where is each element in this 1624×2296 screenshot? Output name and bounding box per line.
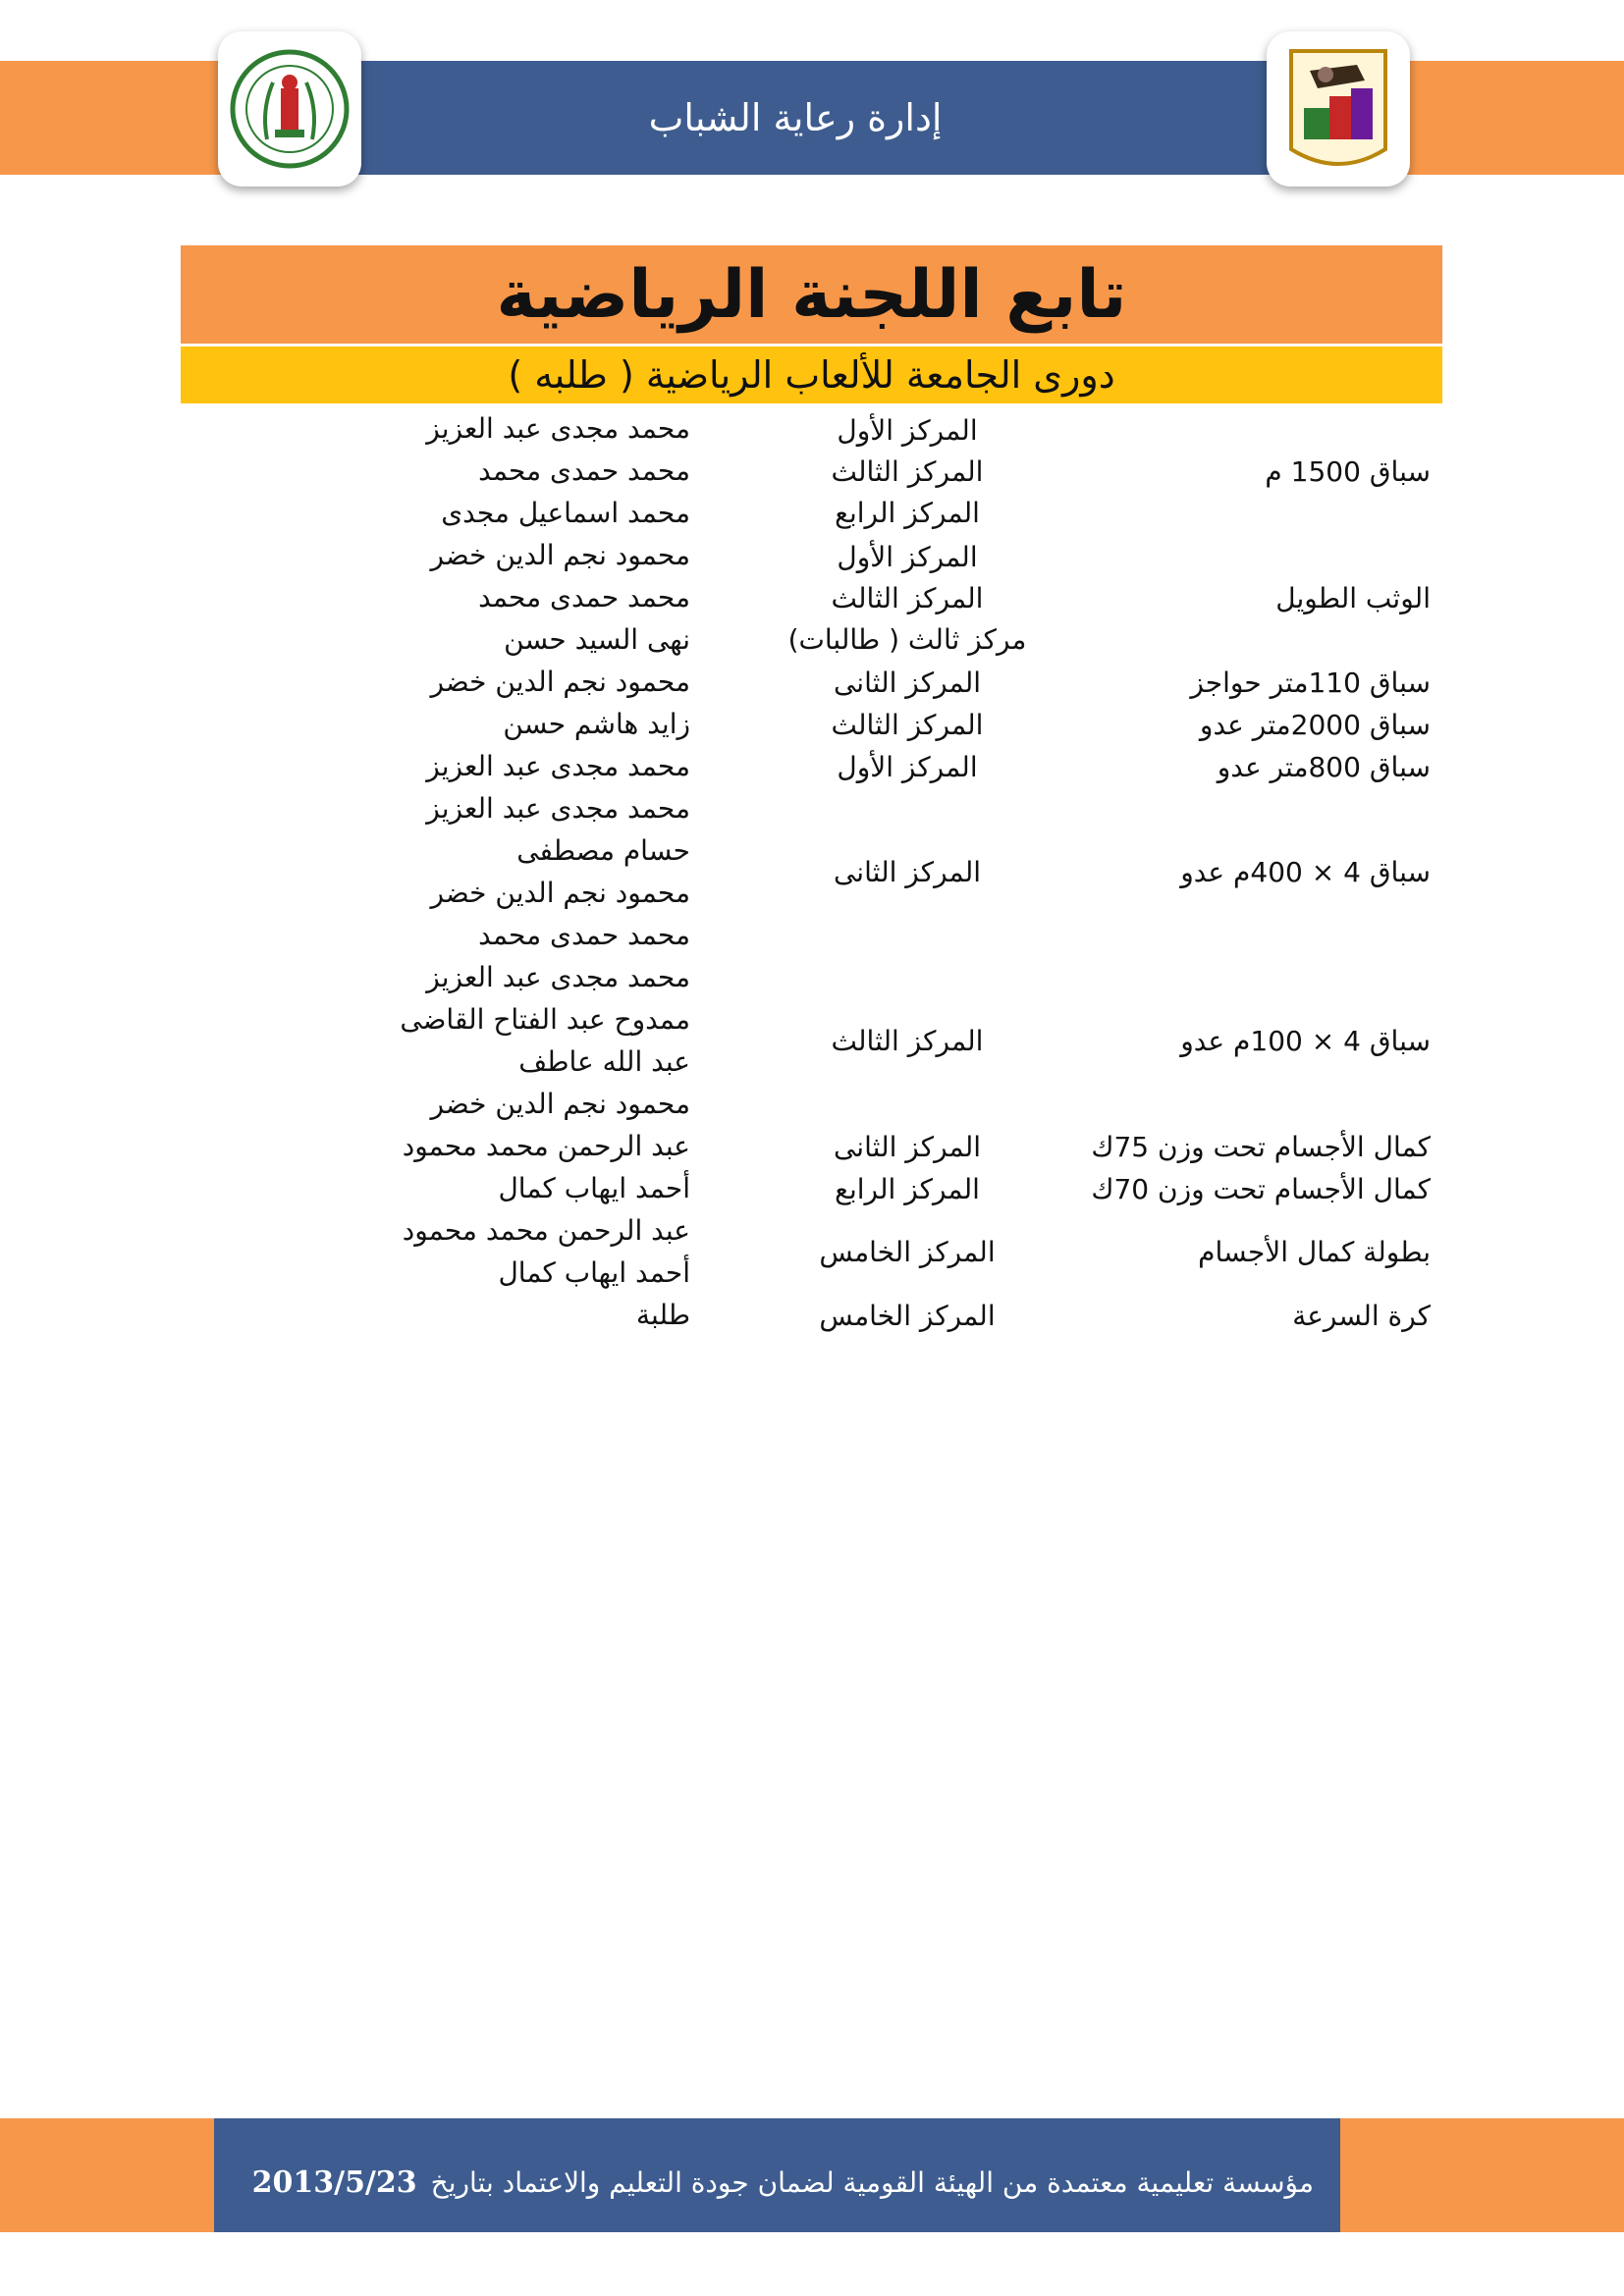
university-logo bbox=[1267, 31, 1410, 187]
place-label: المركز الرابع bbox=[835, 1172, 980, 1205]
names-cell bbox=[352, 535, 765, 662]
event-label: الوثب الطويل bbox=[1275, 581, 1431, 614]
event-label: سباق 1500 م bbox=[1265, 454, 1431, 488]
event-label: كمال الأجسام تحت وزن 70ك bbox=[1091, 1172, 1431, 1205]
athlete-name: محمود نجم الدين خضر bbox=[430, 877, 690, 909]
place-label: المركز الثالث bbox=[831, 454, 984, 488]
event-label: كمال الأجسام تحت وزن 75ك bbox=[1091, 1130, 1431, 1163]
footer-text: مؤسسة تعليمية معتمدة من الهيئة القومية لضمان جودة التعليم والاعتماد بتاريخ bbox=[430, 2165, 1314, 2199]
athlete-name: محمد مجدى عبد العزيز bbox=[426, 961, 690, 993]
place-cell bbox=[765, 537, 1050, 661]
page-title: تابع اللجنة الرياضية bbox=[181, 245, 1442, 344]
event-name bbox=[1050, 578, 1442, 619]
athlete-name: محمود نجم الدين خضر bbox=[430, 666, 690, 698]
event-name bbox=[1050, 852, 1442, 893]
event-name bbox=[1050, 1296, 1442, 1337]
footer-date: 2013/5/23 bbox=[251, 2164, 417, 2200]
place-label: المركز الثانى bbox=[833, 1130, 982, 1163]
place-label: مركز ثالث ( طالبات) bbox=[787, 622, 1027, 656]
result-row bbox=[181, 1126, 1442, 1168]
event-label: سباق 800متر عدو bbox=[1217, 750, 1431, 783]
faculty-of-agriculture-seal-icon bbox=[218, 31, 361, 187]
athlete-name: طلبة bbox=[635, 1299, 690, 1331]
place-label: المركز الثانى bbox=[833, 856, 982, 888]
place-cell bbox=[765, 1127, 1050, 1168]
result-row bbox=[181, 746, 1442, 788]
event-label: بطولة كمال الأجسام bbox=[1198, 1236, 1431, 1268]
athlete-name: محمد حمدى محمد bbox=[478, 919, 690, 951]
place-label: المركز الخامس bbox=[819, 1236, 996, 1268]
names-cell bbox=[352, 704, 765, 746]
names-cell bbox=[352, 788, 765, 957]
names-cell bbox=[352, 1168, 765, 1210]
result-row bbox=[181, 1295, 1442, 1337]
names-cell bbox=[352, 1295, 765, 1337]
faculty-seal-logo bbox=[218, 31, 361, 187]
header-orange-left bbox=[0, 61, 236, 175]
names-cell bbox=[352, 1210, 765, 1295]
athlete-name: محمود نجم الدين خضر bbox=[430, 1088, 690, 1120]
place-label: المركز الأول bbox=[837, 413, 978, 447]
place-cell bbox=[765, 663, 1050, 704]
result-row bbox=[181, 662, 1442, 704]
names-cell bbox=[352, 746, 765, 788]
event-name bbox=[1050, 1127, 1442, 1168]
result-row bbox=[181, 957, 1442, 1126]
place-label: المركز الأول bbox=[837, 540, 978, 573]
athlete-name: عبد الله عاطف bbox=[518, 1045, 690, 1078]
header-title: إدارة رعاية الشباب bbox=[648, 96, 943, 139]
event-name bbox=[1050, 1021, 1442, 1062]
athlete-name: أحمد ايهاب كمال bbox=[498, 1256, 690, 1289]
event-name bbox=[1050, 1232, 1442, 1273]
result-row bbox=[181, 788, 1442, 957]
athlete-name: عبد الرحمن محمد محمود bbox=[402, 1214, 690, 1247]
place-label: المركز الخامس bbox=[819, 1299, 996, 1332]
place-cell bbox=[765, 1169, 1050, 1210]
athlete-name: محمد مجدى عبد العزيز bbox=[426, 412, 690, 445]
athlete-name: محمد مجدى عبد العزيز bbox=[426, 792, 690, 825]
athlete-name: زايد هاشم حسن bbox=[503, 708, 690, 740]
names-cell bbox=[352, 408, 765, 535]
place-label: المركز الأول bbox=[837, 750, 978, 783]
athlete-name: محمد اسماعيل مجدى bbox=[441, 497, 690, 529]
event-name bbox=[1050, 1169, 1442, 1210]
place-label: المركز الثانى bbox=[833, 666, 982, 699]
place-cell bbox=[765, 747, 1050, 788]
athlete-name: محمد مجدى عبد العزيز bbox=[426, 750, 690, 782]
athlete-name: أحمد ايهاب كمال bbox=[498, 1172, 690, 1204]
athlete-name: عبد الرحمن محمد محمود bbox=[402, 1130, 690, 1162]
footer-accreditation bbox=[214, 2158, 1314, 2207]
event-label: سباق 110متر حواجز bbox=[1190, 666, 1431, 699]
athlete-name: محمود نجم الدين خضر bbox=[430, 539, 690, 571]
place-cell bbox=[765, 1296, 1050, 1337]
place-label: المركز الثالث bbox=[831, 1025, 984, 1057]
athlete-name: ممدوح عبد الفتاح القاضى bbox=[400, 1003, 690, 1036]
athlete-name: نهى السيد حسن bbox=[504, 623, 690, 656]
place-cell bbox=[765, 1021, 1050, 1062]
event-label: سباق 2000متر عدو bbox=[1199, 708, 1431, 741]
event-label: سباق 4 × 100م عدو bbox=[1180, 1025, 1431, 1057]
result-row bbox=[181, 1210, 1442, 1295]
event-label: كرة السرعة bbox=[1292, 1299, 1431, 1332]
event-name bbox=[1050, 663, 1442, 704]
result-row bbox=[181, 535, 1442, 662]
event-label: سباق 4 × 400م عدو bbox=[1180, 856, 1431, 888]
place-label: المركز الثالث bbox=[831, 581, 984, 614]
place-label: المركز الرابع bbox=[835, 496, 980, 529]
cairo-university-logo-icon bbox=[1267, 31, 1410, 187]
names-cell bbox=[352, 662, 765, 704]
footer-orange-left bbox=[0, 2118, 214, 2232]
names-cell bbox=[352, 957, 765, 1126]
place-cell bbox=[765, 705, 1050, 746]
result-row bbox=[181, 704, 1442, 746]
place-label: المركز الثالث bbox=[831, 708, 984, 741]
result-row bbox=[181, 1168, 1442, 1210]
event-name bbox=[1050, 452, 1442, 493]
athlete-name: محمد حمدى محمد bbox=[478, 581, 690, 614]
page-subtitle: دورى الجامعة للألعاب الرياضية ( طلبه ) bbox=[181, 347, 1442, 403]
event-name bbox=[1050, 747, 1442, 788]
athlete-name: حسام مصطفى bbox=[516, 834, 690, 867]
place-cell bbox=[765, 852, 1050, 893]
event-name bbox=[1050, 705, 1442, 746]
athlete-name: محمد حمدى محمد bbox=[478, 454, 690, 487]
place-cell bbox=[765, 410, 1050, 534]
footer-orange-right bbox=[1340, 2118, 1624, 2232]
result-row bbox=[181, 408, 1442, 535]
names-cell bbox=[352, 1126, 765, 1168]
place-cell bbox=[765, 1232, 1050, 1273]
results-table bbox=[181, 408, 1442, 1337]
